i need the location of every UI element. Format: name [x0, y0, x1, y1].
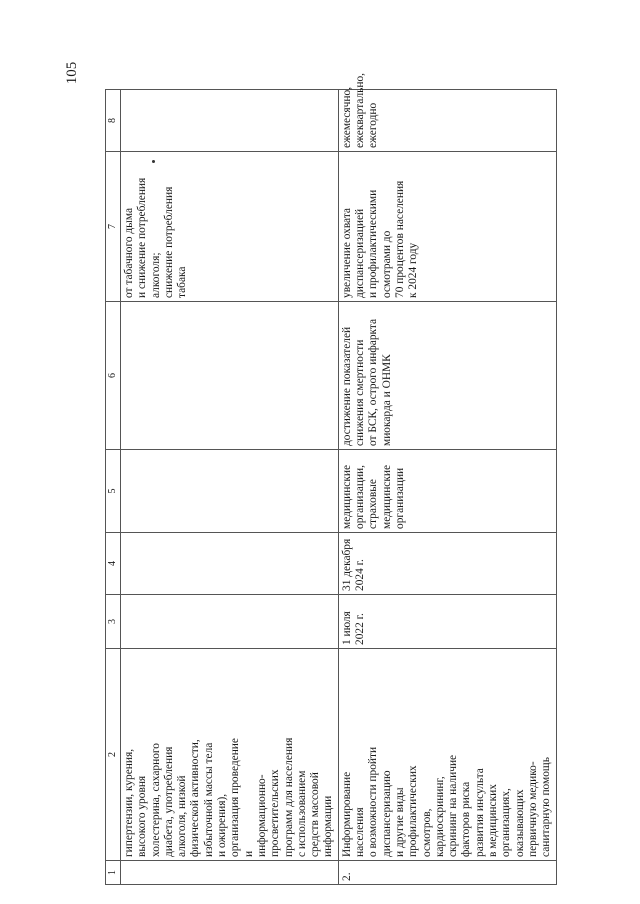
row-number: 2.: [338, 861, 556, 885]
col-header-8: 8: [106, 90, 121, 152]
col-header-4: 4: [106, 533, 121, 595]
col-header-2: 2: [106, 649, 121, 861]
col-header-7: 7: [106, 152, 121, 302]
table-row: [338, 90, 556, 885]
plan-table: [105, 73, 557, 885]
characteristic-cell: достижение показателей снижения смертности от БСК, острого инфаркта миокарда и ОНМК: [338, 302, 556, 450]
row-number: [121, 861, 339, 885]
col-header-5: 5: [106, 450, 121, 533]
responsible-cell: [121, 450, 339, 533]
measure-cell: Информирование населения о возможности пройти диспансеризацию и другие виды профилактических осмотров, кардиоскрининг, скрининг на наличие факторов риска развития инсульта в медицинских организациях, оказывающих первичную медико- санитарную помощь: [338, 649, 556, 861]
col-header-1: 1: [106, 861, 121, 885]
col-header-6: 6: [106, 302, 121, 450]
page-number: 105: [64, 61, 80, 85]
frequency-cell: ежемесячно, ежеквартально, ежегодно: [338, 90, 556, 152]
start-date-cell: 1 июля 2022 г.: [338, 595, 556, 649]
characteristic-cell: [121, 302, 339, 450]
measure-cell: гипертензии, курения, высокого уровня холестерина, сахарного диабета, употребления алкоголя, низкой физической активности, избыточной массы тела и ожирения), организация проведение и информационно- просветительских программ для населения с использованием средств массовой информации: [121, 649, 339, 861]
end-date-cell: [121, 533, 339, 595]
responsible-cell: медицинские организации, страховые медицинские организации: [338, 450, 556, 533]
rotated-table-container: [105, 73, 553, 885]
start-date-cell: [121, 595, 339, 649]
indicators-cell: увеличение охвата диспансеризацией и профилактическими осмотрами до 70 процентов населения к 2024 году: [338, 152, 556, 302]
frequency-cell: [121, 90, 339, 152]
indicators-cell: от табачного дыма и снижение потребления алкоголя; снижение потребления табака: [121, 152, 339, 302]
col-header-3: 3: [106, 595, 121, 649]
end-date-cell: 31 декабря 2024 г.: [338, 533, 556, 595]
header-row: [106, 90, 121, 885]
table-row: [121, 90, 339, 885]
